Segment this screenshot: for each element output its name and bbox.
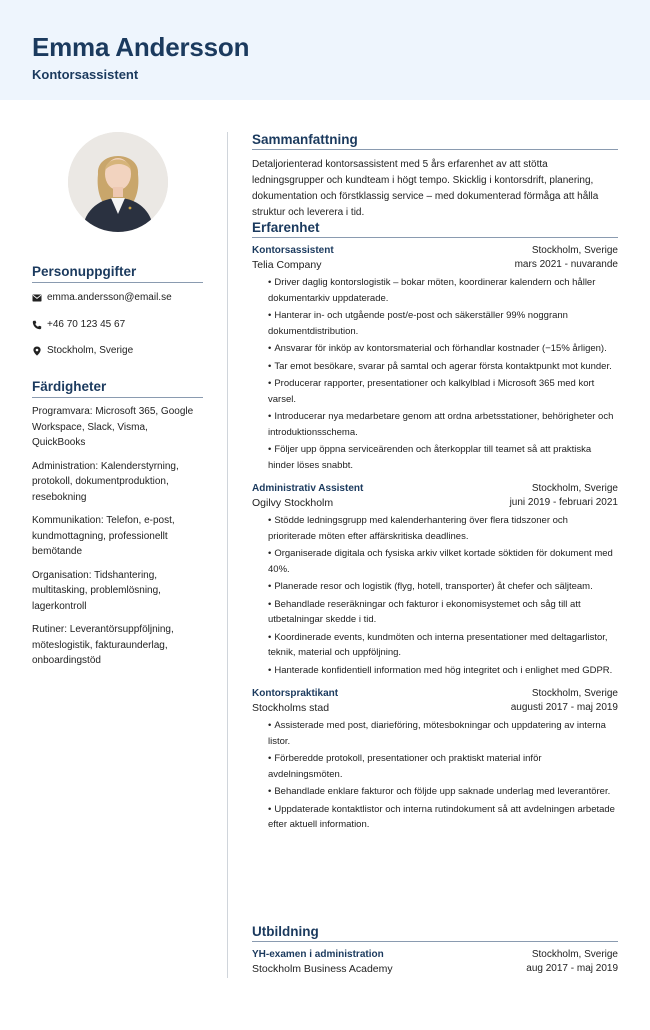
education-dates: aug 2017 - maj 2019 (526, 963, 618, 974)
contact-email (32, 292, 203, 303)
skill-item: Organisation: Tidshantering, multitasking, problemlösning, lagerkontroll (32, 569, 161, 612)
job-bullets (268, 275, 618, 473)
summary-text: Detaljorienterad kontorsassistent med 5 års erfarenhet av att stötta ledningsgrupper och kundteam i högt tempo. Skicklig i kontorsdrift, planering, dokumentation och förstklassig service – med dokumenterad förmåga att hålla struktur och leverera i tid. (252, 159, 599, 218)
job-entry (252, 244, 618, 473)
contact-location-text: Stockholm, Sverige (47, 345, 134, 356)
job-company: Stockholms stad (252, 702, 330, 714)
person-name: Emma Andersson (32, 32, 250, 62)
job-bullet: • Ansvarar för inköp av kontorsmaterial och förhandlar kostnader (−15% årligen). (268, 341, 618, 357)
job-bullet: • Koordinerade events, kundmöten och interna presentationer med deltagarlistor, teknik, material och uppföljning. (268, 630, 618, 661)
job-dates: mars 2021 - nuvarande (514, 259, 618, 270)
skill-item: Rutiner: Leverantörsuppföljning, möteslogistik, fakturaunderlag, onboardingstöd (32, 624, 174, 666)
job-dates: augusti 2017 - maj 2019 (510, 702, 618, 713)
skill-item: Programvara: Microsoft 365, Google Workspace, Slack, Visma, QuickBooks (32, 406, 194, 448)
job-bullet: • Organiserade digitala och fysiska arkiv vilket kortade söktiden för dokument med 40%. (268, 546, 618, 577)
skill-item: Kommunikation: Telefon, e-post, kundmottagning, professionellt bemötande (32, 515, 175, 557)
avatar-portrait-icon (68, 132, 168, 232)
job-entry (252, 482, 618, 678)
job-bullet: • Uppdaterade kontaktlistor och interna rutindokument så att avdelningen arbetade efter aktuell information. (268, 802, 618, 833)
job-bullet: • Behandlade reseräkningar och fakturor i ekonomisystemet och såg till att utbetalningar skedde i tid. (268, 597, 618, 628)
education-degree: YH-examen i administration (252, 949, 384, 960)
education-entry (252, 948, 618, 976)
job-company: Telia Company (252, 259, 322, 271)
job-bullet: • Tar emot besökare, svarar på samtal och agerar första kontaktpunkt mot kunder. (268, 359, 618, 375)
skills-section (32, 379, 203, 398)
avatar (68, 132, 168, 232)
contact-email-text: emma.andersson@email.se (47, 292, 172, 303)
personal-heading: Personuppgifter (32, 264, 203, 283)
header-band (0, 0, 650, 100)
job-bullet: • Driver daglig kontorslogistik – bokar möten, koordinerar kalendern och håller dokumentarkiv uppdaterade. (268, 275, 618, 306)
skills-list (32, 404, 203, 677)
job-bullet: • Hanterade konfidentiell information med hög integritet och i enlighet med GDPR. (268, 663, 618, 679)
job-dates: juni 2019 - februari 2021 (509, 497, 618, 508)
job-bullets (268, 718, 618, 833)
summary-section (252, 132, 618, 221)
location-pin-icon (32, 346, 42, 356)
skills-heading: Färdigheter (32, 379, 203, 398)
skill-item: Administration: Kalenderstyrning, protokoll, dokumentproduktion, resebokning (32, 460, 179, 503)
job-bullet: • Hanterar in- och utgående post/e-post och säkerställer 99% noggrann dokumentdistribution. (268, 308, 618, 339)
experience-heading: Erfarenhet (252, 220, 618, 238)
person-role: Kontorsassistent (32, 67, 139, 82)
contact-phone (32, 319, 203, 330)
experience-section (252, 220, 618, 835)
job-bullet: • Assisterade med post, diarieföring, mötesbokningar och uppdatering av interna listor. (268, 718, 618, 749)
education-location: Stockholm, Sverige (531, 949, 618, 960)
education-heading: Utbildning (252, 924, 618, 942)
job-bullet: • Producerar rapporter, presentationer och kalkylblad i Microsoft 365 med kort varsel. (268, 376, 618, 407)
job-bullet: • Behandlade enklare fakturor och följde upp saknade underlag med leverantörer. (268, 784, 618, 800)
column-divider (227, 132, 228, 978)
job-company: Ogilvy Stockholm (252, 497, 334, 509)
contact-phone-text: +46 70 123 45 67 (47, 319, 126, 330)
job-bullets (268, 513, 618, 678)
job-location: Stockholm, Sverige (531, 688, 618, 699)
job-location: Stockholm, Sverige (531, 245, 618, 256)
job-entry (252, 687, 618, 833)
job-bullet: • Följer upp öppna serviceärenden och återkopplar till teamet så att praktiska hinder löses snabbt. (268, 442, 618, 473)
personal-section (32, 264, 203, 283)
job-title: Kontorspraktikant (252, 688, 339, 699)
job-bullet: • Planerade resor och logistik (flyg, hotell, transporter) åt chefer och säljteam. (268, 579, 618, 595)
summary-heading: Sammanfattning (252, 132, 618, 150)
job-title: Kontorsassistent (252, 245, 334, 256)
education-section (252, 924, 618, 976)
job-bullet: • Introducerar nya medarbetare genom att ordna arbetsstationer, behörigheter och introduktionsschema. (268, 409, 618, 440)
email-icon (32, 293, 42, 303)
job-location: Stockholm, Sverige (531, 483, 618, 494)
contact-location (32, 345, 203, 356)
phone-icon (32, 320, 42, 330)
job-title: Administrativ Assistent (252, 483, 364, 494)
education-school: Stockholm Business Academy (252, 963, 393, 975)
job-bullet: • Förberedde protokoll, presentationer och praktiskt material inför avdelningsmöten. (268, 751, 618, 782)
job-bullet: • Stödde ledningsgrupp med kalenderhantering över flera tidszoner och prioriterade möten efter affärskritiska deadlines. (268, 513, 618, 544)
